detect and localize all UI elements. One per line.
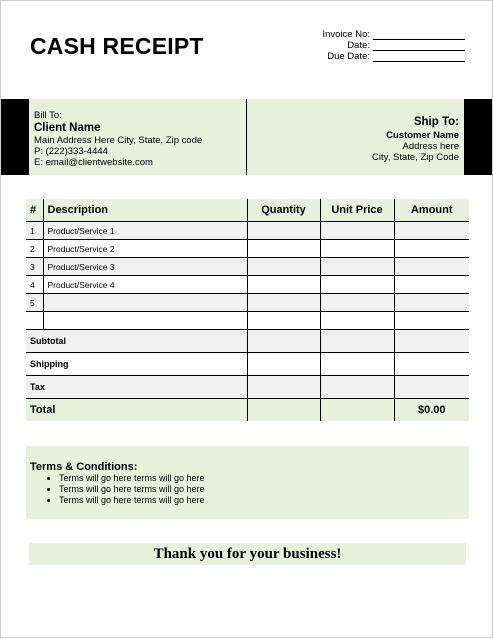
col-header-unit-price: Unit Price xyxy=(320,199,394,222)
terms-title: Terms & Conditions: xyxy=(30,461,138,473)
table-row xyxy=(26,258,469,276)
table-row xyxy=(26,312,469,330)
subtotal-label: Subtotal xyxy=(26,330,247,353)
row-unit-price[interactable] xyxy=(320,276,394,294)
shipping-amount[interactable] xyxy=(394,353,469,376)
row-unit-price[interactable] xyxy=(320,312,394,330)
right-accent-bar xyxy=(464,99,492,175)
row-amount[interactable] xyxy=(394,276,469,294)
row-quantity[interactable] xyxy=(247,312,320,330)
row-unit-price[interactable] xyxy=(320,240,394,258)
total-row xyxy=(26,399,469,422)
subtotal-amount[interactable] xyxy=(394,330,469,353)
terms-item: • Terms will go here terms will go here xyxy=(59,473,205,484)
shipping-label: Shipping xyxy=(26,353,247,376)
table-row xyxy=(26,276,469,294)
bill-to-label: Bill To: xyxy=(34,110,62,121)
due-date-label: Due Date: xyxy=(327,51,370,62)
terms-box xyxy=(26,446,469,519)
row-quantity[interactable] xyxy=(247,276,320,294)
row-amount[interactable] xyxy=(394,222,469,240)
bill-to-block xyxy=(34,110,202,168)
date-row xyxy=(322,40,465,51)
invoice-no-row xyxy=(322,29,465,40)
subtotal-unit-price xyxy=(320,330,394,353)
row-num: 3 xyxy=(26,258,43,276)
thank-you-banner: Thank you for your business! xyxy=(29,543,466,565)
customer-address: Address here xyxy=(402,141,459,152)
items-table xyxy=(26,199,469,421)
table-row xyxy=(26,294,469,312)
tax-quantity xyxy=(247,376,320,399)
table-row xyxy=(26,240,469,258)
terms-list xyxy=(26,473,205,506)
shipping-unit-price xyxy=(320,353,394,376)
address-divider xyxy=(246,99,247,175)
row-quantity[interactable] xyxy=(247,222,320,240)
row-num: 5 xyxy=(26,294,43,312)
row-unit-price[interactable] xyxy=(320,294,394,312)
col-header-num: # xyxy=(26,199,43,222)
row-amount[interactable] xyxy=(394,294,469,312)
shipping-quantity xyxy=(247,353,320,376)
client-address: Main Address Here City, State, Zip code xyxy=(34,135,203,146)
ship-to-label: Ship To: xyxy=(413,116,459,128)
left-accent-bar xyxy=(1,99,29,175)
table-header-row xyxy=(26,199,469,222)
row-num: 2 xyxy=(26,240,43,258)
table-row xyxy=(26,222,469,240)
row-amount[interactable] xyxy=(394,258,469,276)
invoice-no-field[interactable] xyxy=(373,30,465,40)
tax-unit-price xyxy=(320,376,394,399)
col-header-quantity: Quantity xyxy=(247,199,320,222)
total-quantity xyxy=(247,399,320,422)
invoice-meta xyxy=(322,29,465,62)
row-unit-price[interactable] xyxy=(320,222,394,240)
client-name: Client Name xyxy=(34,122,101,134)
tax-label: Tax xyxy=(26,376,247,399)
due-date-field[interactable] xyxy=(373,52,465,62)
total-unit-price xyxy=(320,399,394,422)
row-description[interactable] xyxy=(43,312,247,330)
subtotal-quantity xyxy=(247,330,320,353)
row-amount[interactable] xyxy=(394,240,469,258)
invoice-no-label: Invoice No: xyxy=(322,29,370,40)
due-date-row xyxy=(322,51,465,62)
total-label: Total xyxy=(26,399,247,422)
tax-amount[interactable] xyxy=(394,376,469,399)
row-description[interactable]: Product/Service 2 xyxy=(43,240,247,258)
tax-row xyxy=(26,376,469,399)
row-unit-price[interactable] xyxy=(320,258,394,276)
date-field[interactable] xyxy=(373,41,465,51)
client-phone: P: (222)333-4444 xyxy=(34,146,108,157)
ship-to-block xyxy=(372,115,459,163)
total-amount: $0.00 xyxy=(394,399,469,422)
col-header-amount: Amount xyxy=(394,199,469,222)
row-quantity[interactable] xyxy=(247,258,320,276)
row-description[interactable]: Product/Service 4 xyxy=(43,276,247,294)
customer-city: City, State, Zip Code xyxy=(372,152,459,163)
client-email: E: email@clientwebsite.com xyxy=(34,157,153,168)
subtotal-row xyxy=(26,330,469,353)
terms-item: • Terms will go here terms will go here xyxy=(59,495,205,506)
row-description[interactable]: Product/Service 1 xyxy=(43,222,247,240)
row-amount[interactable] xyxy=(394,312,469,330)
customer-name: Customer Name xyxy=(386,130,459,141)
shipping-row xyxy=(26,353,469,376)
row-description[interactable] xyxy=(43,294,247,312)
row-num: 1 xyxy=(26,222,43,240)
row-description[interactable]: Product/Service 3 xyxy=(43,258,247,276)
col-header-description: Description xyxy=(43,199,247,222)
row-quantity[interactable] xyxy=(247,294,320,312)
terms-item: • Terms will go here terms will go here xyxy=(59,484,205,495)
date-label: Date: xyxy=(347,40,370,51)
row-num: 4 xyxy=(26,276,43,294)
address-band xyxy=(1,99,492,175)
row-num xyxy=(26,312,43,330)
row-quantity[interactable] xyxy=(247,240,320,258)
page-title: CASH RECEIPT xyxy=(30,33,204,59)
